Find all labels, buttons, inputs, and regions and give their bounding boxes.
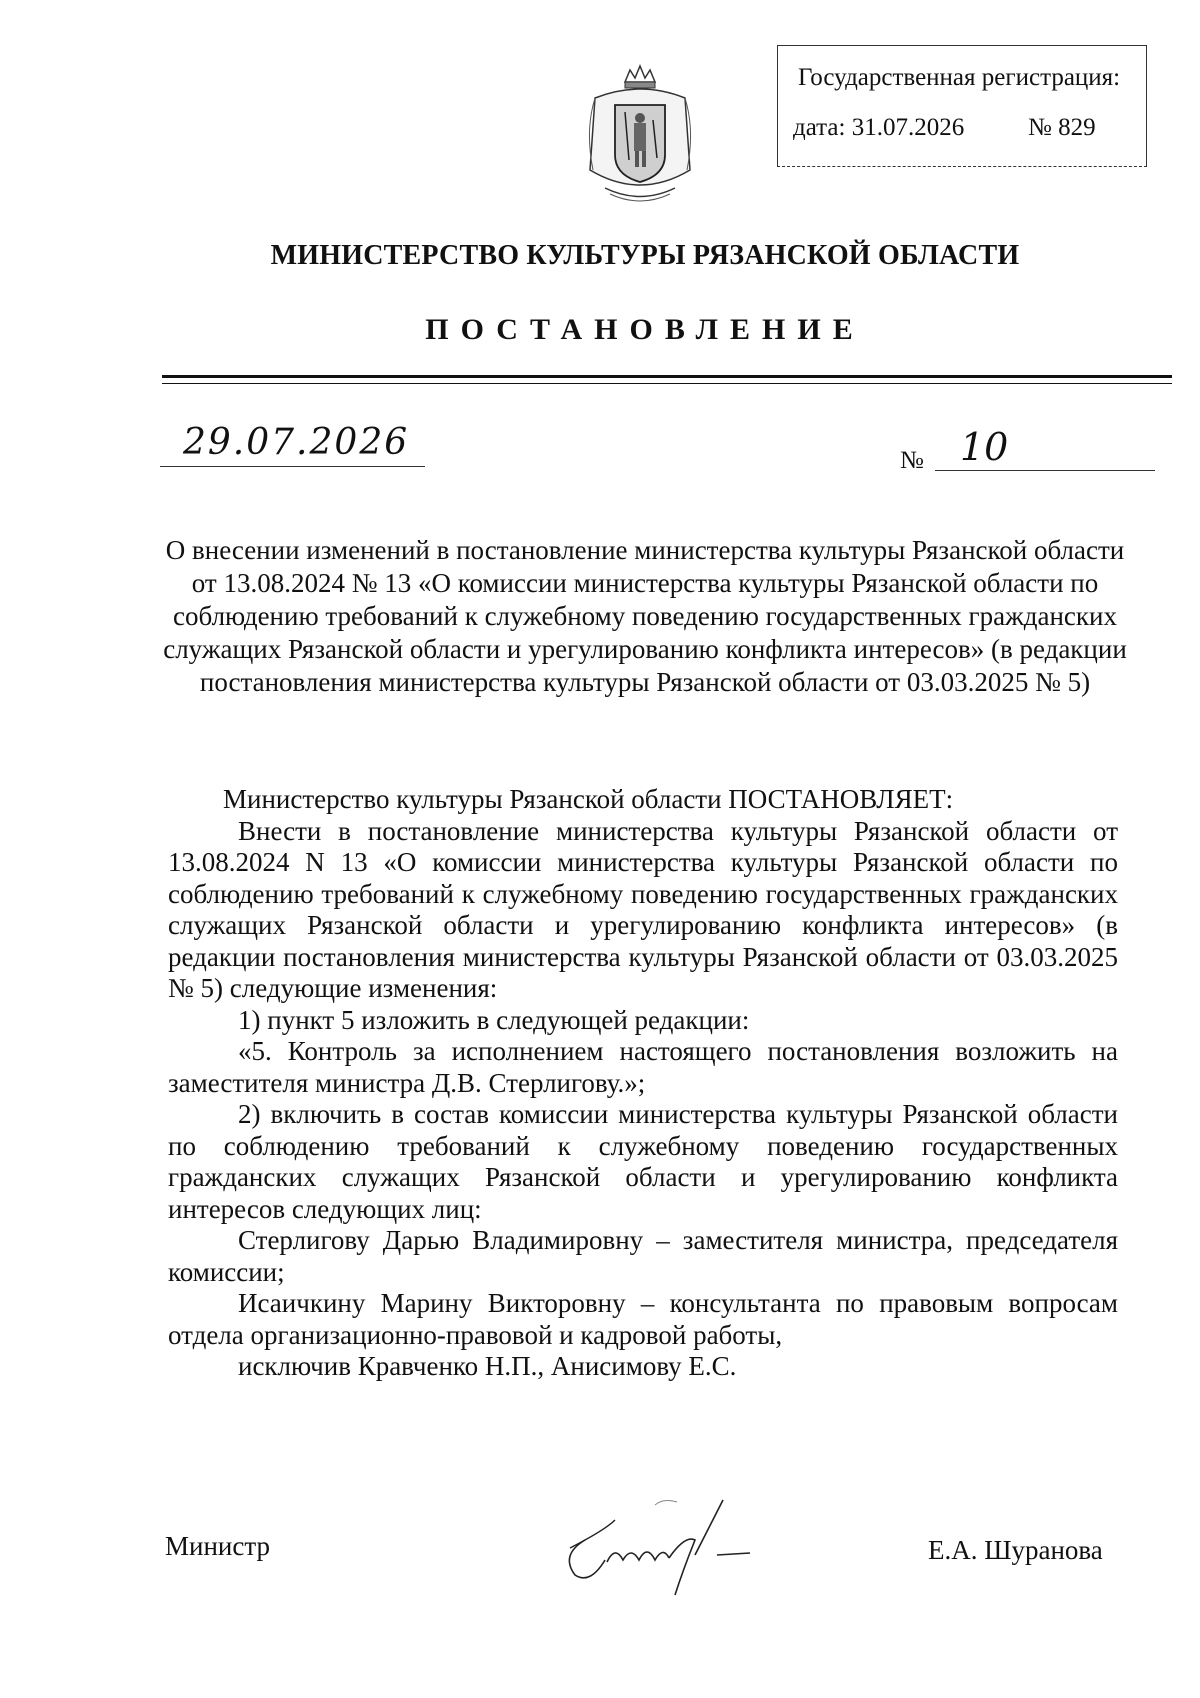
body-paragraph-amend: Внести в постановление министерства культуры Рязанской области от 13.08.2024 N 13 «О комиссии министерства культуры Рязанской области по соблюдению требований к служебному поведению государственных гражданских служащих Рязанской области и урегулированию конфликта интересов» (в редакции постановления министерства культуры Рязанской области от 03.03.2025 № 5) следующие изменения: — [168, 815, 1118, 1003]
number-sign: № — [900, 447, 924, 474]
number-underline — [935, 470, 1155, 471]
signer-name: Е.А. Шуранова — [928, 1535, 1103, 1565]
header-divider-thick — [162, 375, 1172, 378]
document-date: 29.07.2026 — [183, 422, 410, 463]
body-paragraph-member-1: Стерлигову Дарью Владимировну – заместителя министра, председателя комиссии; — [168, 1225, 1118, 1287]
body-paragraph-exclude: исключив Кравченко Н.П., Анисимову Е.С. — [238, 1351, 737, 1381]
signer-role: Министр — [165, 1531, 270, 1561]
handwritten-signature — [545, 1480, 805, 1610]
document-number: 10 — [960, 425, 1009, 469]
registration-date: дата: 31.07.2026 — [793, 114, 965, 141]
header-divider-thin — [162, 383, 1172, 384]
body-paragraph-item-1: 1) пункт 5 изложить в следующей редакции: — [238, 1004, 750, 1035]
document-type: ПОСТАНОВЛЕНИЕ — [425, 313, 865, 346]
registration-title: Государственная регистрация: — [798, 64, 1121, 91]
body-paragraph-item-1-text: «5. Контроль за исполнением настоящего постановления возложить на заместителя министра Д.В. Стерлигову.»; — [168, 1036, 1118, 1098]
body-paragraph-decree: Министерство культуры Рязанской области ПОСТАНОВЛЯЕТ: — [223, 784, 954, 814]
registration-stamp — [777, 45, 1147, 167]
body-paragraph-item-2: 2) включить в состав комиссии министерства культуры Рязанской области по соблюдению требований к служебному поведению государственных гражданских служащих Рязанской области и урегулированию конфликта интересов следующих лиц: — [168, 1099, 1118, 1224]
document-body — [168, 784, 1118, 1383]
body-paragraph-member-2: Исаичкину Марину Викторовну – консультанта по правовым вопросам отдела организационно-правовой и кадровой работы, — [168, 1288, 1118, 1350]
date-underline — [160, 466, 425, 467]
document-subject: О внесении изменений в постановление министерства культуры Рязанской области от 13.08.2024 № 13 «О комиссии министерства культуры Рязанской области по соблюдению требований к служебному поведению государственных гражданских служащих Рязанской области и урегулированию конфликта интересов» (в редакции постановления министерства культуры Рязанской области от 03.03.2025 № 5) — [163, 535, 1127, 697]
ministry-name: МИНИСТЕРСТВО КУЛЬТУРЫ РЯЗАНСКОЙ ОБЛАСТИ — [270, 240, 1020, 271]
coat-of-arms-icon — [565, 60, 715, 210]
registration-number: № 829 — [1028, 114, 1096, 141]
